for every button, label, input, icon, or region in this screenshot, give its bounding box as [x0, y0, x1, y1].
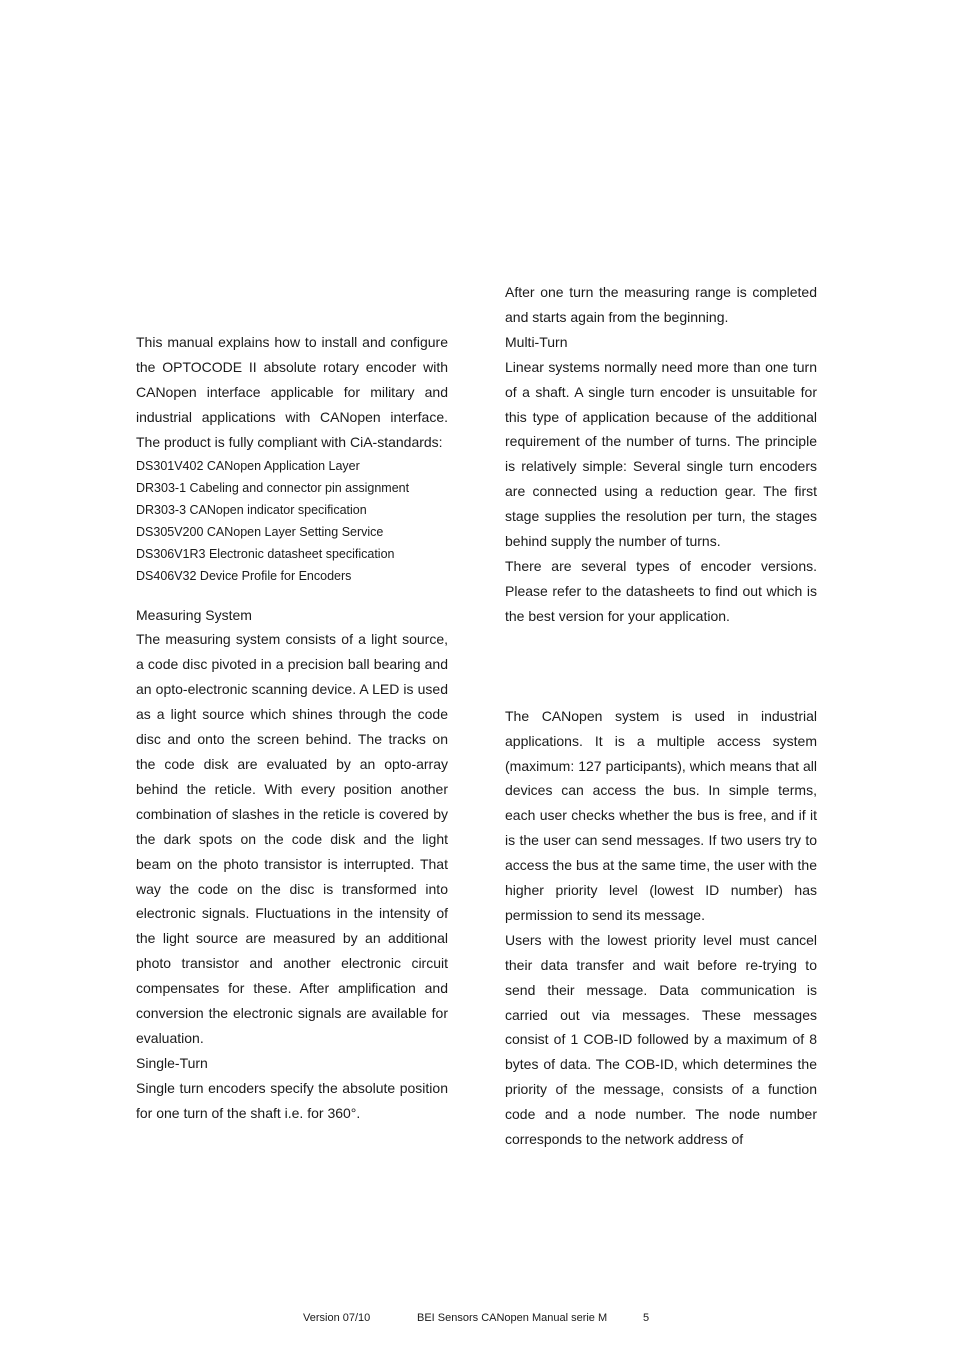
- single-turn-heading: Single-Turn: [136, 1054, 208, 1071]
- multi-turn-paragraph: Linear systems normally need more than one turn of a shaft. A single turn encoder is unsuitable for this type of application because of the additional requirement of the number of turns. The principle is relatively simple: Several single turn encoders are connected using a reduction gear. The first stage supplies the resolution per turn, the stages behind supply the number of turns.: [505, 358, 817, 550]
- standard-item: DS301V402 CANopen Application Layer: [136, 458, 360, 473]
- measuring-system-heading: Measuring System: [136, 606, 252, 623]
- footer-document-title: BEI Sensors CANopen Manual serie M: [417, 1312, 608, 1324]
- standard-item: DS406V32 Device Profile for Encoders: [136, 568, 352, 583]
- encoder-versions-paragraph: There are several types of encoder versions. Please refer to the datasheets to find out which is the best version for your application.: [505, 557, 817, 624]
- footer-page-number: 5: [643, 1312, 650, 1324]
- single-turn-paragraph: Single turn encoders specify the absolute position for one turn of the shaft i.e. for 360°.: [136, 1079, 448, 1121]
- spacer: [505, 629, 817, 704]
- standard-item: DR303-1 Cabeling and connector pin assignment: [136, 480, 410, 495]
- canopen-paragraph-2: Users with the lowest priority level must cancel their data transfer and wait before re-trying to send their message. Data communication is carried out via messages. These messages consist of 1 COB-ID followed by a maximum of 8 bytes of data. The COB-ID, which determines the priority of the message, consists of a function code and a node number. The node number corresponds to the network address of: [505, 931, 817, 1148]
- measuring-system-paragraph: The measuring system consists of a light source, a code disc pivoted in a precision ball bearing and an opto-electronic scanning device. A LED is used as a light source which shines through the code disc and onto the screen behind. The tracks on the code disk are evaluated by an opto-array behind the reticle. With every position another combination of slashes in the reticle is covered by the dark spots on the code disk and the light beam on the photo transistor is interrupted. That way the code on the disc is transformed into electronic signals. Fluctuations in the intensity of the light source are measured by an additional photo transistor and another electronic circuit compensates for these. After amplification and conversion the electronic signals are available for evaluation.: [136, 631, 448, 1046]
- page-footer: [0, 1312, 954, 1328]
- intro-paragraph: This manual explains how to install and configure the OPTOCODE II absolute rotary encoder with CANopen interface applicable for military and industrial applications with CANopen interface. The product is fully compliant with CiA-standards:: [136, 334, 448, 450]
- single-turn-continued-paragraph: After one turn the measuring range is completed and starts again from the beginning.: [505, 284, 817, 325]
- spacer: [136, 587, 448, 603]
- canopen-paragraph-1: The CANopen system is used in industrial applications. It is a multiple access system (maximum: 127 participants), which means that all devices can access the bus. In simple terms, each user checks whether the bus is free, and if it is the user can send messages. If two users try to access the bus at the same time, the user with the higher priority level (lowest ID number) has permission to send its message.: [505, 707, 817, 923]
- multi-turn-heading: Multi-Turn: [505, 333, 568, 350]
- right-column: [505, 280, 817, 1152]
- standards-list: [136, 455, 448, 587]
- standard-item: DS306V1R3 Electronic datasheet specification: [136, 546, 395, 561]
- left-column: [136, 330, 448, 1126]
- standard-item: DS305V200 CANopen Layer Setting Service: [136, 524, 384, 539]
- footer-version: Version 07/10: [303, 1312, 371, 1324]
- standard-item: DR303-3 CANopen indicator specification: [136, 502, 367, 517]
